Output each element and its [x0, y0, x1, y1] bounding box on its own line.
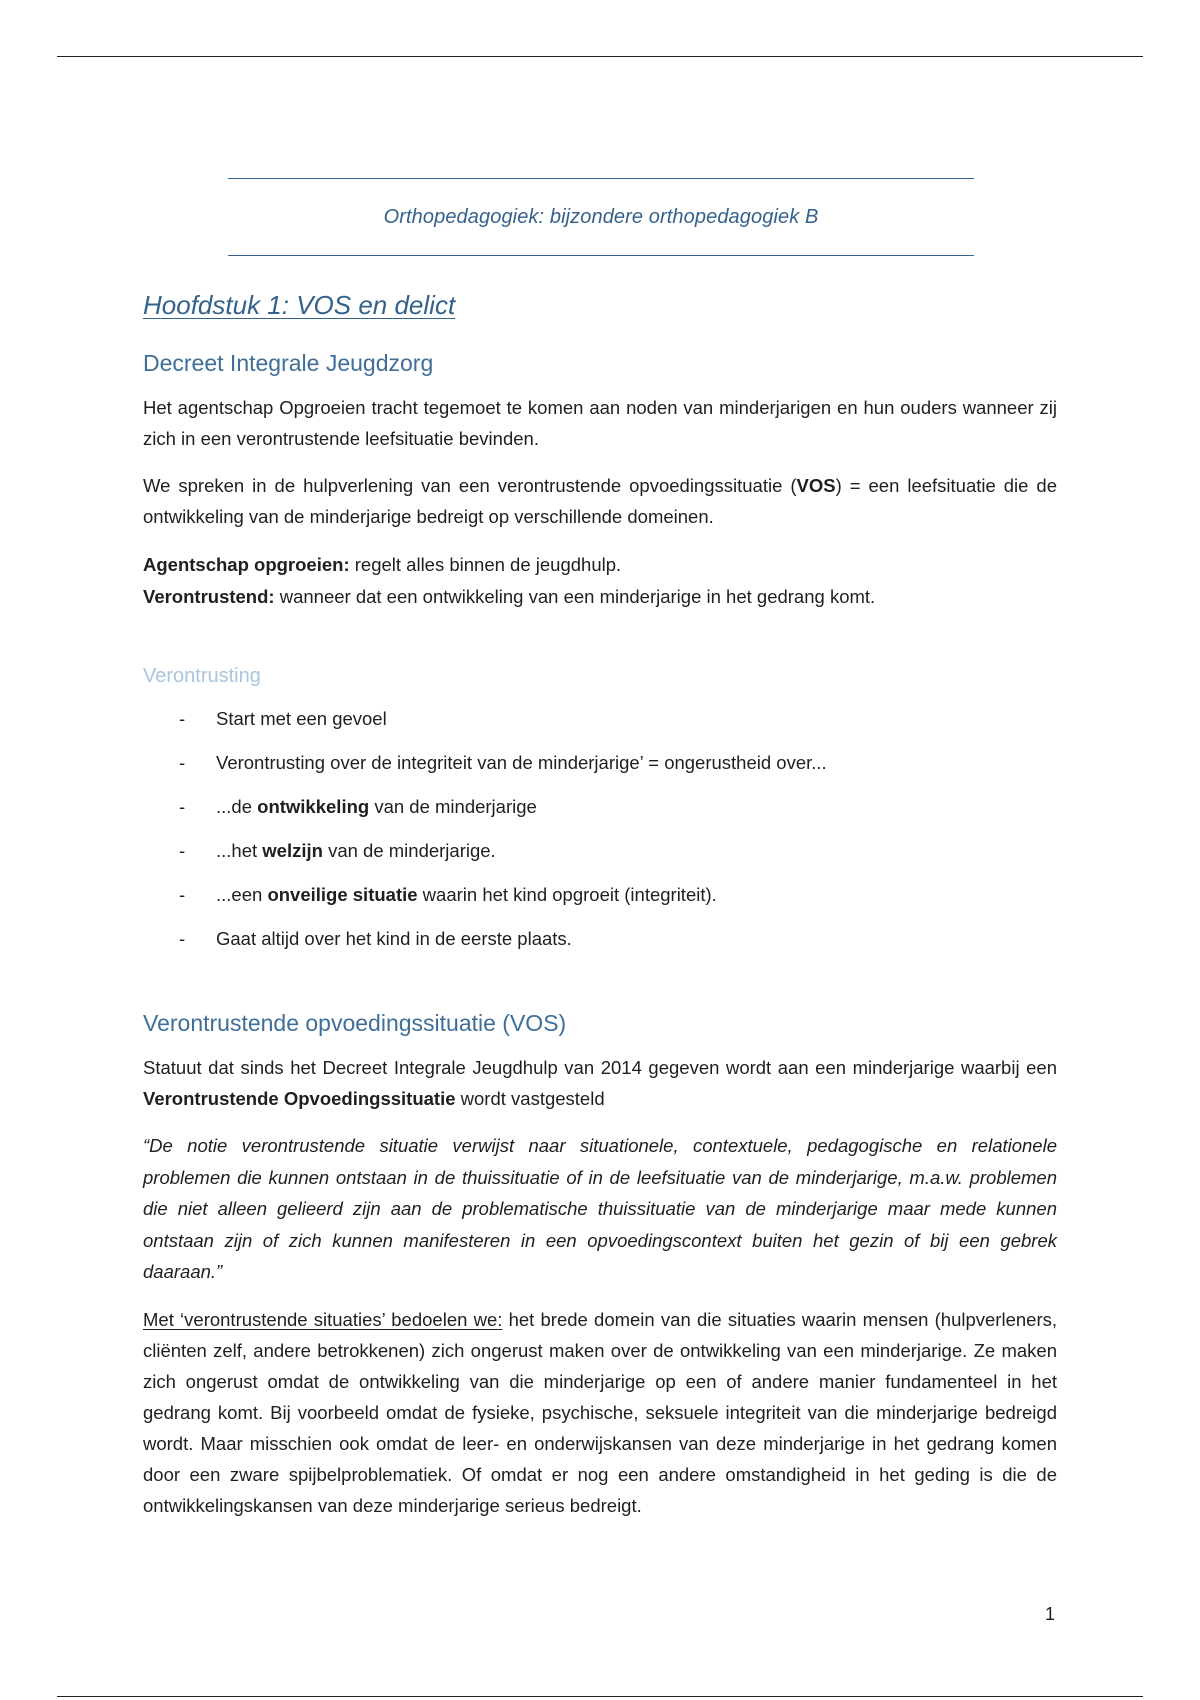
vos-term: Verontrustende Opvoedingssituatie	[143, 1088, 456, 1109]
vos-abbreviation: VOS	[796, 475, 836, 496]
verontrusting-list	[143, 703, 1057, 967]
paragraph-statuut: Statuut dat sinds het Decreet Integrale Jeugdhulp van 2014 gegeven wordt aan een minderjarige waarbij een Verontrustende Opvoedingssituatie wordt vastgesteld	[143, 1057, 1057, 1109]
paragraph-vos-definition: We spreken in de hulpverlening van een verontrustende opvoedingssituatie (VOS) = een leefsituatie die de ontwikkeling van de minderjarige bedreigt op verschillende domeinen.	[143, 475, 1057, 527]
paragraph-agentschap: Het agentschap Opgroeien tracht tegemoet te komen aan noden van minderjarigen en hun ouders wanneer zij zich in een verontrustende leefsituatie bevinden.	[143, 397, 1057, 449]
underlined-lead: Met ‘verontrustende situaties’ bedoelen we:	[143, 1309, 503, 1330]
definition-term: Verontrustend:	[143, 586, 275, 607]
subheading-verontrusting: Verontrusting	[143, 665, 261, 687]
header-rule	[57, 56, 1143, 57]
list-item: - Verontrusting over de integriteit van de minderjarige’ = ongerustheid over...	[179, 752, 827, 773]
page-number: 1	[1045, 1604, 1056, 1624]
definition-verontrustend	[143, 581, 1057, 612]
quote-paragraph: “De notie verontrustende situatie verwijst naar situationele, contextuele, pedagogische en relationele problemen die kunnen ontstaan in de thuissituatie of in de leefsituatie van de minderjarige, m.a.w. problemen die niet alleen gelieerd zijn aan de problematische thuissituatie van de minderjarige maar mede kunnen ontstaan zijn of zich kunnen manifesteren in een opvoedingscontext buiten het gezin of bij een gebrek daaraan.”	[143, 1135, 1057, 1282]
definition-term: Agentschap opgroeien:	[143, 554, 350, 575]
footer-rule	[57, 1696, 1143, 1697]
list-item: - Gaat altijd over het kind in de eerste plaats.	[179, 928, 572, 949]
section-heading-decreet: Decreet Integrale Jeugdzorg	[143, 350, 434, 376]
list-item: - Start met een gevoel	[179, 708, 387, 729]
list-item: - ...een onveilige situatie waarin het kind opgroeit (integriteit).	[179, 884, 717, 905]
section-heading-vos: Verontrustende opvoedingssituatie (VOS)	[143, 1010, 567, 1036]
definition-text: regelt alles binnen de jeugdhulp.	[349, 554, 622, 575]
paragraph-verontrustende-situaties: Met ‘verontrustende situaties’ bedoelen we: het brede domein van die situaties waarin mensen (hulpverleners, cliënten zelf, andere betrokkenen) zich ongerust maken over de ontwikkeling van een minderjarige. Ze maken zich ongerust omdat de ontwikkeling van die minderjarige op een of andere manier fundamenteel in het gedrang komt. Bij voorbeeld omdat de fysieke, psychische, seksuele integriteit van die minderjarige bedreigd wordt. Maar misschien ook omdat de leer- en onderwijskansen van deze minderjarige in het gedrang komen door een zware spijbelproblematiek. Of omdat er nog een andere omstandigheid in het geding is die de ontwikkelingskansen van deze minderjarige serieus bedreigt.	[143, 1309, 1057, 1516]
chapter-heading: Hoofdstuk 1: VOS en delict	[143, 290, 456, 320]
list-item: - ...het welzijn van de minderjarige.	[179, 840, 496, 861]
definition-agentschap	[143, 549, 1057, 580]
list-item: - ...de ontwikkeling van de minderjarige	[179, 796, 537, 817]
document-title-block	[228, 178, 974, 256]
document-title: Orthopedagogiek: bijzondere orthopedagogiek B	[383, 205, 819, 228]
definition-text: wanneer dat een ontwikkeling van een minderjarige in het gedrang komt.	[274, 586, 876, 607]
